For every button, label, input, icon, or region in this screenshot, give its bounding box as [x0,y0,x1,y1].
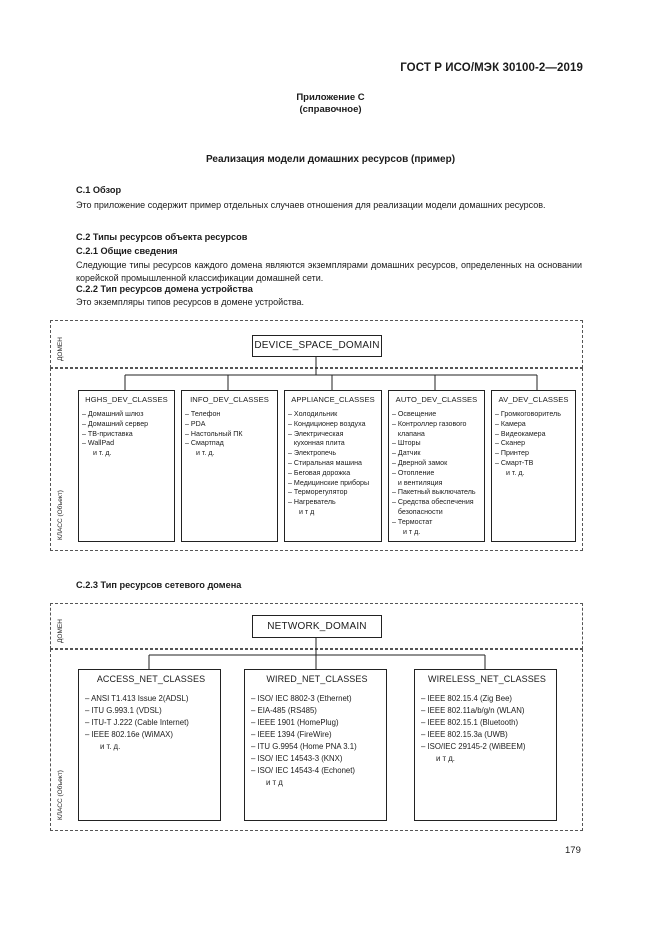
class-title: INFO_DEV_CLASSES [190,395,269,404]
section-c2-heading: C.2 Типы ресурсов объекта ресурсов [76,232,248,242]
etc-text: и т. д. [93,449,112,458]
list-item: – Медицинские приборы [288,478,370,487]
list-item: – IEEE 802.11a/b/g/n (WLAN) [421,706,525,715]
domain-label: ДОМЕН [57,619,64,643]
list-item: – IEEE 802.16e (WiMAX) [85,730,173,739]
list-item: – Беговая дорожка [288,468,351,477]
list-item: – Холодильник [288,410,338,418]
etc-text: и т. д. [100,742,121,751]
list-item: – Освещение [392,410,437,418]
class-title: ACCESS_NET_CLASSES [96,674,206,684]
list-item: – Смарт-ТВ [495,458,534,467]
main-title: Реализация модели домашних ресурсов (пример) [205,154,456,165]
list-item: – Принтер [495,449,529,458]
class-box-access-net [78,669,221,821]
list-item: – Телефон [185,410,221,418]
list-item: – IEEE 802.15.3a (UWB) [421,730,508,739]
list-item: – EIA-485 (RS485) [251,706,317,715]
etc-text: и т д [266,778,283,787]
list-item: – Нагреватель [288,498,336,507]
list-item: кухонная плита [288,439,345,448]
list-item: – ISO/ IEC 14543-4 (Echonet) [251,766,356,775]
section-c23-heading: C.2.3 Тип ресурсов сетевого домена [76,580,242,590]
appendix-subtitle: (справочное) [299,104,362,115]
etc-text: и т. д. [506,468,525,477]
list-item: – Пакетный выключатель [392,488,476,497]
etc-text: и т. д. [196,449,215,458]
section-c21-text: Следующие типы ресурсов каждого домена являются экземплярами домашних ресурсов, определенных на основании корейской промышленной классификации домашней сети. [76,260,582,283]
class-title: AUTO_DEV_CLASSES [395,395,478,404]
list-item: – ITU G.993.1 (VDSL) [85,706,162,715]
list-item: – Кондиционер воздуха [288,419,366,428]
list-item: – Средства обеспечения [392,498,474,507]
list-item: – IEEE 1394 (FireWire) [251,730,332,739]
list-item: – Дверной замок [392,458,448,467]
page-number: 179 [565,845,581,856]
list-item: – Датчик [392,449,421,458]
class-title: WIRELESS_NET_CLASSES [427,674,547,684]
list-item: – IEEE 802.15.4 (Zig Bee) [421,694,513,703]
list-item: – Камера [495,419,526,428]
list-item: – Термостат [392,517,433,526]
etc-text: и т д. [403,527,421,536]
class-box-wired-net [244,669,387,821]
list-item: – Видеокамера [495,429,546,438]
class-box-wireless-net [414,669,557,821]
network-domain-box: NETWORK_DOMAIN [252,615,382,638]
class-title: APPLIANCE_CLASSES [291,395,375,404]
list-item: безопасности [392,507,443,516]
list-item: – Домашний сервер [82,419,149,428]
appendix-title: Приложение C [296,92,365,103]
class-title: AV_DEV_CLASSES [498,395,569,404]
section-c21-heading: C.2.1 Общие сведения [76,246,178,256]
list-item: – ISO/ IEC 14543-3 (KNX) [251,754,343,763]
list-item: – Сканер [495,439,526,448]
list-item: – Настольный ПК [185,429,243,438]
etc-text: и т д. [436,754,455,763]
list-item: – Громкоговоритель [495,410,561,418]
domain-label: ДОМЕН [57,337,64,361]
class-label: КЛАСС (Объект) [57,770,64,820]
section-c22-text: Это экземпляры типов ресурсов в домене устройства. [76,297,305,307]
list-item: и вентиляция [392,478,443,487]
class-title: WIRED_NET_CLASSES [266,674,368,684]
list-item: – Электропечь [288,449,337,458]
list-item: – Отопление [392,468,435,477]
document-id: ГОСТ Р ИСО/МЭК 30100-2—2019 [400,62,583,74]
list-item: – IEEE 1901 (HomePlug) [251,718,339,727]
list-item: – ITU G.9954 (Home PNA 3.1) [251,742,357,751]
section-c1-heading: C.1 Обзор [76,185,122,195]
list-item: – PDA [185,419,206,428]
section-c22-heading: C.2.2 Тип ресурсов домена устройства [76,284,253,294]
list-item: – ISO/IEC 29145-2 (WiBEEM) [421,742,526,751]
etc-text: и т д [299,507,315,516]
list-item: – Контроллер газового [392,419,467,428]
list-item: – IEEE 802.15.1 (Bluetooth) [421,718,519,727]
class-title: HGHS_DEV_CLASSES [85,395,168,404]
list-item: – ITU-T J.222 (Cable Internet) [85,718,189,727]
list-item: – ISO/ IEC 8802-3 (Ethernet) [251,694,352,703]
list-item: – WallPad [82,439,115,448]
list-item: – ТВ-приставка [82,429,133,438]
list-item: – Домашний шлюз [82,410,144,418]
list-item: клапана [392,429,425,438]
section-c1-text: Это приложение содержит пример отдельных случаев отношения для реализации модели домашних ресурсов. [76,200,546,210]
list-item: – ANSI T1.413 Issue 2(ADSL) [85,694,189,703]
list-item: – Шторы [392,439,421,448]
list-item: – Стиральная машина [288,458,362,467]
class-label: КЛАСС (Объект) [57,490,64,540]
list-item: – Электрическая [288,429,344,438]
device-space-domain-box: DEVICE_SPACE_DOMAIN [252,335,382,357]
list-item: – Смартпад [185,439,224,448]
list-item: – Терморегулятор [288,488,348,497]
